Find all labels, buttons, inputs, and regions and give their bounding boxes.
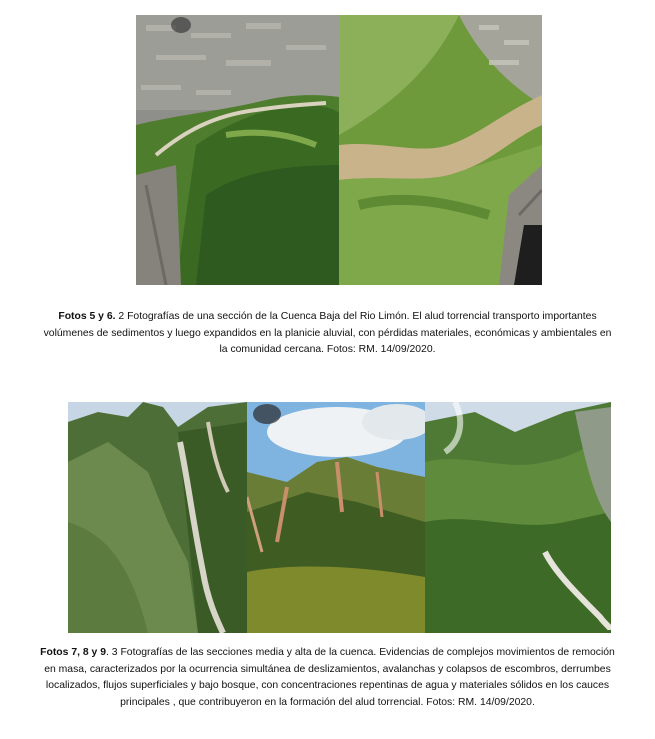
caption-photos-7-8-9: [40, 645, 615, 711]
photo-8-ridge-scars: [247, 402, 425, 633]
caption-photos-5-6-label: Fotos 5 y 6.: [58, 311, 116, 322]
photo-9-valley-river: [425, 402, 611, 633]
photo-7-mountain-landslides: [68, 402, 247, 633]
caption-photos-5-6: [40, 309, 615, 359]
photo-6-aerial-river-sediment: [339, 15, 542, 285]
caption-photos-5-6-text: 2 Fotografías de una sección de la Cuenca Baja del Rio Limón. El alud torrencial transporto importantes volúmenes de sedimentos y luego expandidos en la planicie aluvial, con pérdidas materiales, económicas y ambientales en la comunidad cercana. Fotos: RM. 14/09/2020.: [43, 311, 612, 355]
caption-photos-7-8-9-label: Fotos 7, 8 y 9: [40, 647, 106, 658]
caption-photos-7-8-9-text: . 3 Fotografías de las secciones media y alta de la cuenca. Evidencias de complejos movimientos de remoción en masa, caracterizados por la ocurrencia simultánea de deslizamientos, avalanchas y colapsos de escombros, derrumbes localizados, flujos superficiales y bajo bosque, con concentraciones repentinas de agua y materiales sólidos en los cauces principales , que contribuyeron en la formación del alud torrencial. Fotos: RM. 14/09/2020.: [44, 647, 615, 708]
photo-5-aerial-lower-basin: [136, 15, 339, 285]
